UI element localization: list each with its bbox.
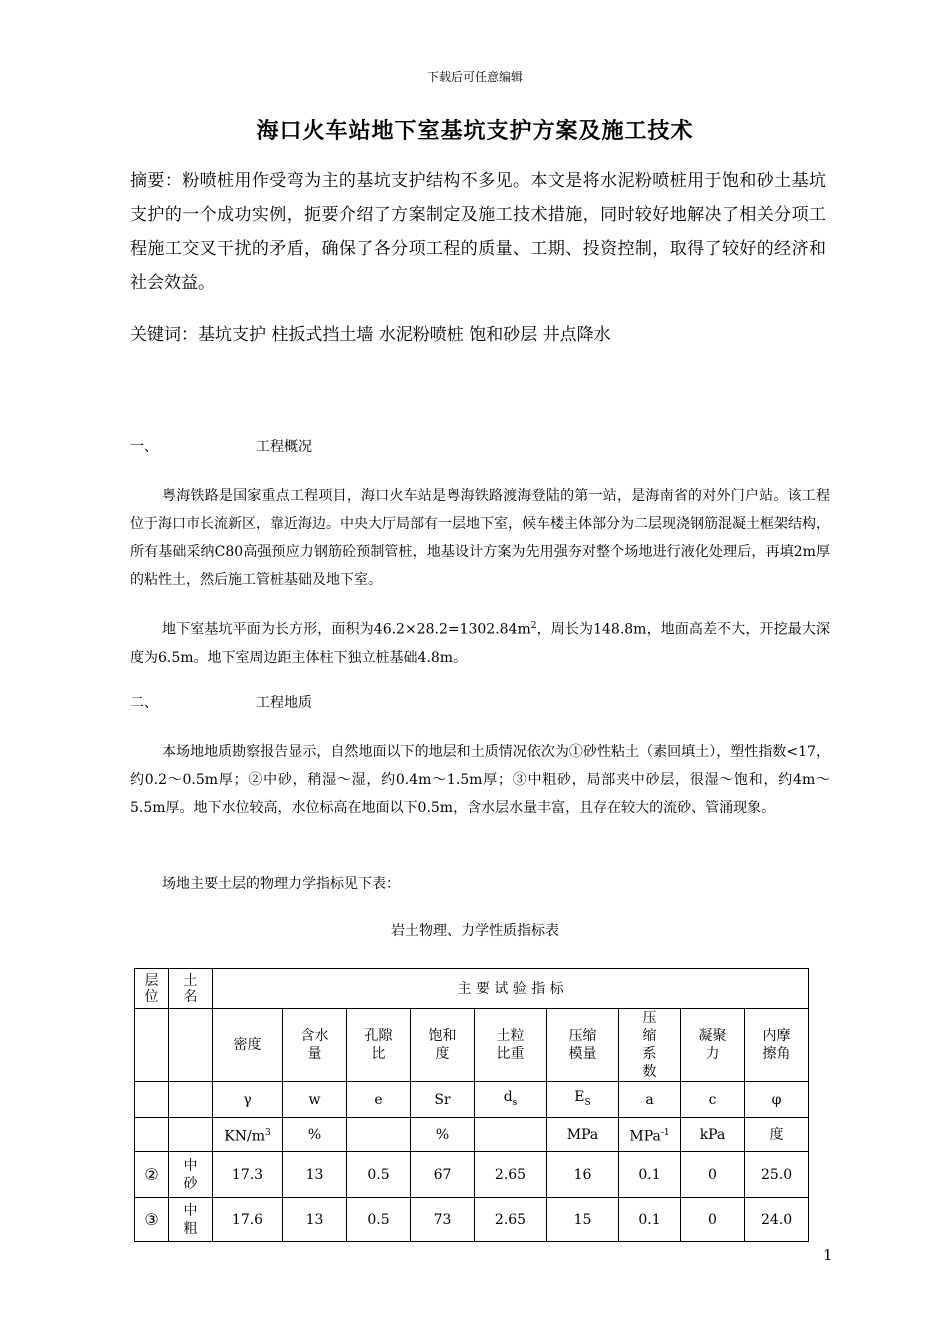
cell: 73 <box>411 1198 475 1242</box>
table-unit-row <box>135 1118 809 1152</box>
symbol-w: w <box>283 1082 347 1118</box>
cell: 25.0 <box>745 1152 809 1198</box>
unit-compression-coefficient: MPa$^{-1}$ <box>619 1118 681 1152</box>
unit-compression-modulus: MPa <box>547 1118 619 1152</box>
table-row <box>135 1198 809 1242</box>
row-soil-name: 中粗 <box>169 1198 213 1242</box>
col-compression-modulus: 压缩模量 <box>547 1009 619 1082</box>
header-main-indicators: 主 要 试 验 指 标 <box>213 969 809 1009</box>
abstract: 摘要：粉喷桩用作受弯为主的基坑支护结构不多见。本文是将水泥粉喷桩用于饱和砂土基坑支护的一个成功实例，扼要介绍了方案制定及施工技术措施，同时较好地解决了相关分项工程施工交叉干扰的矛盾，确保了各分项工程的质量、工期、投资控制，取得了较好的经济和社会效益。 <box>130 171 826 293</box>
header-layer: 层位 <box>135 969 169 1009</box>
symbol-es: $E_S$ <box>547 1082 619 1118</box>
symbol-gamma: γ <box>213 1082 283 1118</box>
cell: 16 <box>547 1152 619 1198</box>
cell: 13 <box>283 1198 347 1242</box>
col-water-content: 含水量 <box>283 1009 347 1082</box>
cell: 17.6 <box>213 1198 283 1242</box>
cell: 17.3 <box>213 1152 283 1198</box>
cell: 0.5 <box>347 1152 411 1198</box>
cell: 0.5 <box>347 1198 411 1242</box>
col-cohesion: 凝聚力 <box>681 1009 745 1082</box>
symbol-a: a <box>619 1082 681 1118</box>
col-friction-angle: 内摩擦角 <box>745 1009 809 1082</box>
section-1-heading <box>130 436 312 456</box>
symbol-c: c <box>681 1082 745 1118</box>
cell: 13 <box>283 1152 347 1198</box>
section-2-heading <box>130 692 312 712</box>
cell: 2.65 <box>475 1198 547 1242</box>
col-specific-gravity: 土粒比重 <box>475 1009 547 1082</box>
col-saturation: 饱和度 <box>411 1009 475 1082</box>
row-layer: ③ <box>135 1198 169 1242</box>
row-soil-name: 中砂 <box>169 1152 213 1198</box>
cell: 0 <box>681 1198 745 1242</box>
cell: 0.1 <box>619 1198 681 1242</box>
row-layer: ② <box>135 1152 169 1198</box>
unit-saturation: % <box>411 1118 475 1152</box>
cell: 0 <box>681 1152 745 1198</box>
col-void-ratio: 孔隙比 <box>347 1009 411 1082</box>
cell: 2.65 <box>475 1152 547 1198</box>
cell: 0.1 <box>619 1152 681 1198</box>
cell: 15 <box>547 1198 619 1242</box>
keywords: 关键词：基坑支护 柱扳式挡土墙 水泥粉喷桩 饱和砂层 井点降水 <box>130 325 611 345</box>
section-1-paragraph-1: 粤海铁路是国家重点工程项目，海口火车站是粤海铁路渡海登陆的第一站，是海南省的对外门户站。该工程位于海口市长流新区，靠近海边。中央大厅局部有一层地下室，候车楼主体部分为二层现浇钢筋混凝土框架结构，所有基础采纳C80高强预应力钢筋砼预制管桩，地基设计方案为先用强夯对整个场地进行液化处理后，再填2m厚的粘性土，然后施工管桩基础及地下室。 <box>130 488 830 588</box>
section-2-paragraph-2: 场地主要土层的物理力学指标见下表： <box>162 876 400 892</box>
table-title: 岩土物理、力学性质指标表 <box>391 923 559 939</box>
unit-cohesion: kPa <box>681 1118 745 1152</box>
section-2-title: 工程地质 <box>256 695 312 711</box>
col-compression-coefficient: 压缩系数 <box>619 1009 681 1082</box>
section-1-number: 一、 <box>130 439 158 455</box>
section-1-title: 工程概况 <box>256 439 312 455</box>
soil-properties-table <box>134 968 809 1242</box>
unit-density: $KN/m^3$ <box>213 1118 283 1152</box>
col-density: 密度 <box>213 1009 283 1082</box>
header-soil-name: 土名 <box>169 969 213 1009</box>
unit-friction-angle: 度 <box>745 1118 809 1152</box>
section-1-paragraph-2: 地下室基坑平面为长方形，面积为$46.2\times 28.2=1302.84m^2$，周长为148.8m，地面高差不大，开挖最大深度为6.5m。地下室周边距主体柱下独立桩基础4.8m。 <box>130 621 830 666</box>
symbol-ds: $d_s$ <box>475 1082 547 1118</box>
cell: 67 <box>411 1152 475 1198</box>
unit-specific-gravity <box>475 1118 547 1152</box>
section-2-number: 二、 <box>130 695 158 711</box>
symbol-sr: Sr <box>411 1082 475 1118</box>
document-title: 海口火车站地下室基坑支护方案及施工技术 <box>256 118 694 144</box>
header-note: 下载后可任意编辑 <box>426 70 523 84</box>
page-number: 1 <box>823 1246 833 1264</box>
table-header-row-2 <box>135 1009 809 1082</box>
symbol-e: e <box>347 1082 411 1118</box>
section-2-paragraph-1: 本场地地质勘察报告显示，自然地面以下的地层和土质情况依次为①砂性粘土（素回填土），塑性指数<17，约0.2～0.5m厚；②中砂，稍湿～湿，约0.4m～1.5m厚；③中粗砂，局部夹中砂层，很湿～饱和，约4m～5.5m厚。地下水位较高，水位标高在地面以下0.5m，含水层水量丰富，且存在较大的流砂、管涌现象。 <box>130 744 830 816</box>
unit-water-content: % <box>283 1118 347 1152</box>
table-row <box>135 1152 809 1198</box>
table-header-row-1 <box>135 969 809 1009</box>
table-symbol-row <box>135 1082 809 1118</box>
unit-void-ratio <box>347 1118 411 1152</box>
cell: 24.0 <box>745 1198 809 1242</box>
symbol-phi: φ <box>745 1082 809 1118</box>
